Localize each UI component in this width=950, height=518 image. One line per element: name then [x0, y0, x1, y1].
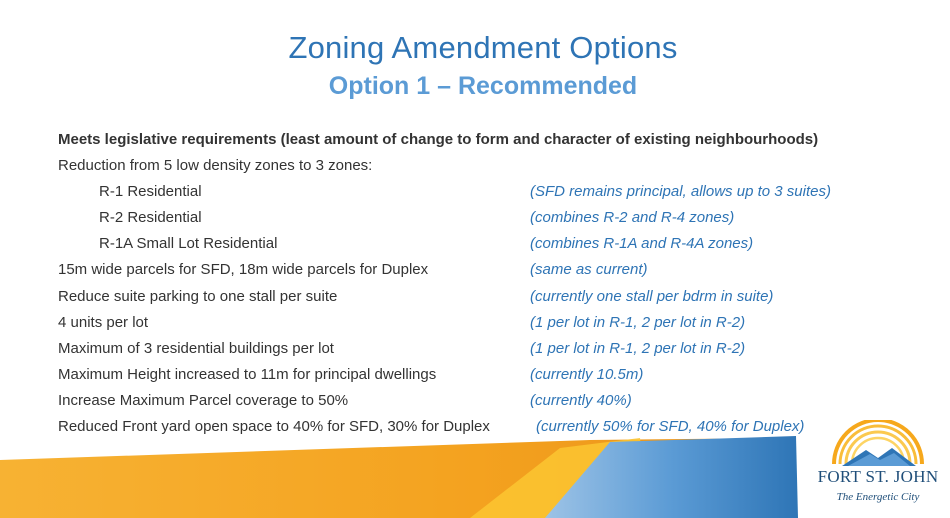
item-text: Reduce suite parking to one stall per suite	[58, 288, 338, 305]
item-note: (combines R-1A and R-4A zones)	[530, 235, 754, 252]
list-item	[0, 209, 950, 233]
item-text: Maximum Height increased to 11m for principal dwellings	[58, 366, 437, 383]
list-item	[0, 183, 950, 207]
list-item	[0, 366, 950, 390]
item-note: (same as current)	[530, 261, 648, 278]
item-text: Reduced Front yard open space to 40% for SFD, 30% for Duplex	[58, 418, 490, 435]
item-text: R-1 Residential	[99, 183, 202, 200]
item-note: (currently 50% for SFD, 40% for Duplex)	[536, 418, 805, 435]
list-item	[0, 261, 950, 285]
list-item	[0, 235, 950, 259]
item-note: (currently one stall per bdrm in suite)	[530, 288, 774, 305]
item-text: Maximum of 3 residential buildings per lot	[58, 340, 334, 357]
item-text: 4 units per lot	[58, 314, 149, 331]
item-note: (combines R-2 and R-4 zones)	[530, 209, 735, 226]
list-item	[0, 314, 950, 338]
list-item	[0, 288, 950, 312]
item-text: 15m wide parcels for SFD, 18m wide parcels for Duplex	[58, 261, 429, 278]
list-item	[0, 418, 950, 442]
slide-title: Zoning Amendment Options	[288, 30, 678, 65]
item-note: (SFD remains principal, allows up to 3 suites)	[530, 183, 831, 200]
slide-subtitle: Option 1 – Recommended	[328, 72, 638, 100]
section-heading: Meets legislative requirements (least amount of change to form and character of existing neighbourhoods)	[58, 131, 819, 148]
logo-tagline: The Energetic City	[836, 491, 920, 503]
item-text: R-2 Residential	[99, 209, 202, 226]
item-note: (1 per lot in R-1, 2 per lot in R-2)	[530, 314, 746, 331]
item-text: Increase Maximum Parcel coverage to 50%	[58, 392, 349, 409]
item-note: (currently 10.5m)	[530, 366, 644, 383]
item-text: Reduction from 5 low density zones to 3 zones:	[58, 157, 373, 174]
logo-wordmark: FORT ST. JOHN	[817, 467, 939, 486]
item-note: (currently 40%)	[530, 392, 632, 409]
item-note: (1 per lot in R-1, 2 per lot in R-2)	[530, 340, 746, 357]
list-item	[0, 157, 950, 181]
list-item	[0, 340, 950, 364]
item-text: R-1A Small Lot Residential	[99, 235, 278, 252]
list-item	[0, 392, 950, 416]
